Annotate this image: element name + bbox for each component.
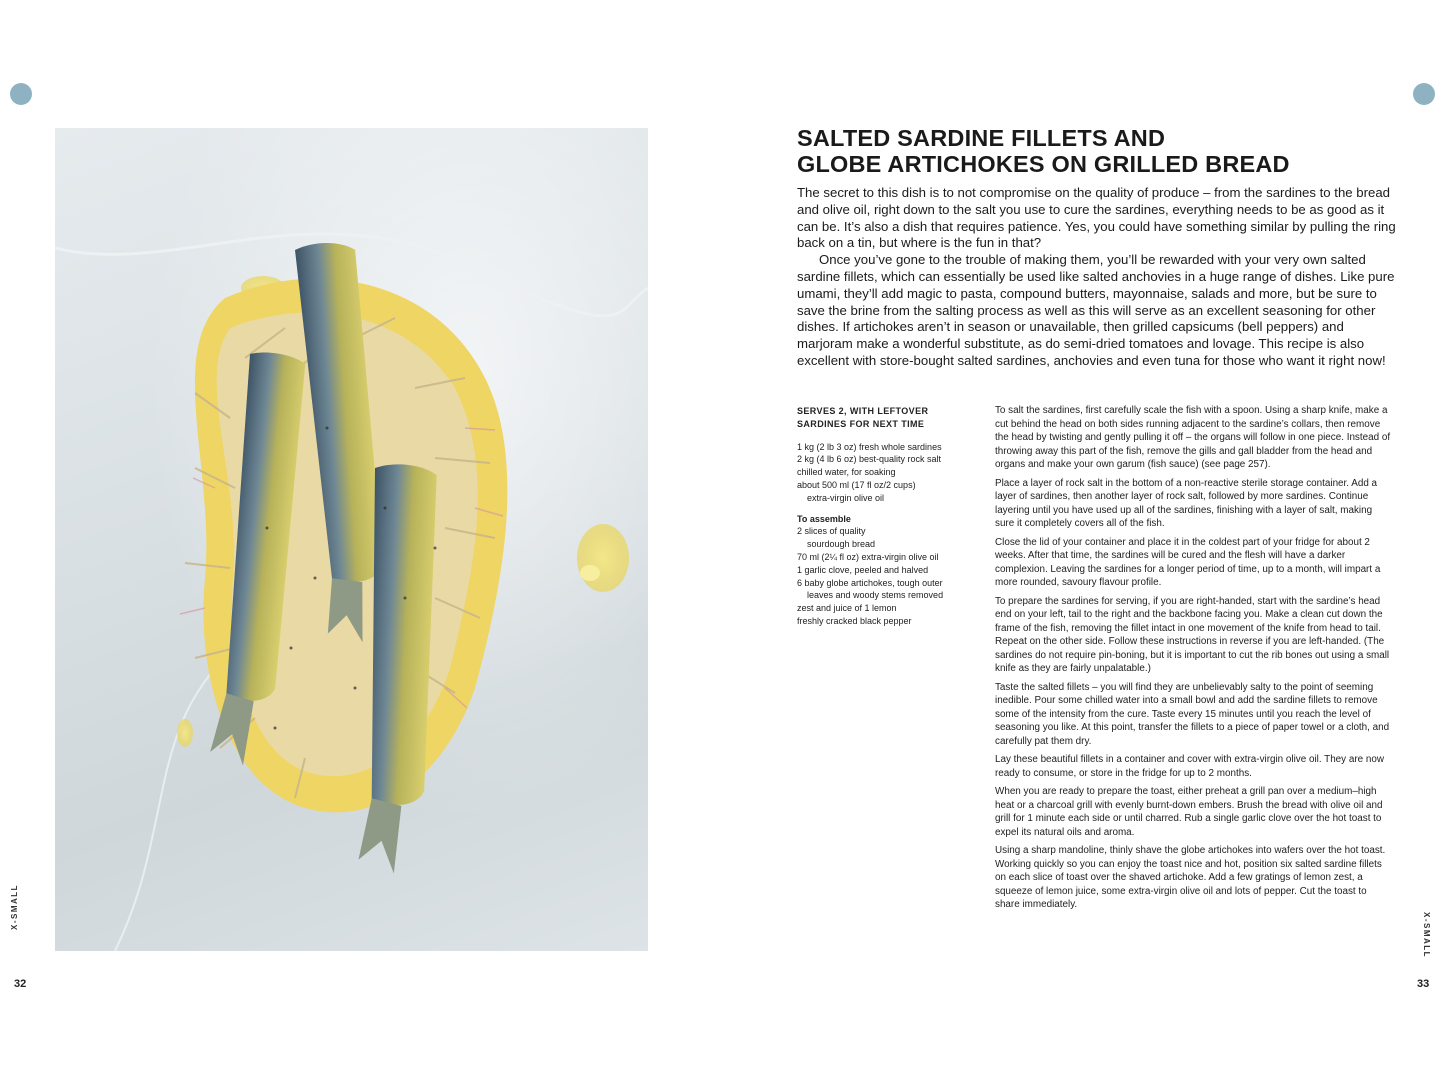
recipe-intro [797, 185, 1397, 370]
sardine-artichoke-toast-illustration [55, 128, 648, 951]
ingredient-item: 70 ml (2¼ fl oz) extra-virgin olive oil [797, 551, 939, 562]
ingredient-item: about 500 ml (17 fl oz/2 cups) [797, 479, 916, 490]
recipe-title-line-1: SALTED SARDINE FILLETS AND [797, 125, 1166, 151]
page-marker-dot-right [1413, 83, 1435, 105]
section-tag-left: X-SMALL [10, 883, 19, 930]
serves-heading: SERVES 2, WITH LEFTOVER SARDINES FOR NEXT TIME [797, 406, 929, 429]
method-step: Close the lid of your container and place it in the coldest part of your fridge for about 2 weeks. After that time, the sardines will be cured and the flesh will have a darker complexion. Leaving the sardines for a longer period of time, up to a month, will impart a more rounded, savoury flavour profile. [995, 536, 1381, 588]
method-column [995, 404, 1393, 917]
intro-paragraph-1: The secret to this dish is to not compromise on the quality of produce – from the sardines to the bread and olive oil, right down to the salt you use to cure the sardines, everything needs to be as good as it can be. It’s also a dish that requires patience. Yes, you could have something similar by pulling the ring back on a tin, but where is the fun in that? [797, 185, 1396, 251]
method-step: Taste the salted fillets – you will find they are unbelievably salty to the point of seeming inedible. Pour some chilled water into a small bowl and add the sardine fillets to remove some of the intensity from the cure. Taste every 15 minutes until you reach the level of seasoning you like. At this point, transfer the fillets to a piece of paper towel or a cloth, and carefully pat them dry. [995, 681, 1390, 747]
ingredient-item: extra-virgin olive oil [807, 492, 885, 503]
section-tag-right: X-SMALL [1422, 912, 1431, 959]
intro-paragraph-2: Once you’ve gone to the trouble of making them, you’ll be rewarded with your very own salted sardine fillets, which can essentially be used like salted anchovies in a huge range of dishes. Like pure umami, they’ll add magic to pasta, compound butters, mayonnaise, salads and more, but be sure to save the brine from the salting process as well as this will serve as an excellent seasoning for other dishes. If artichokes aren’t in season or unavailable, then grilled capsicums (bell peppers) and marjoram make a wonderful substitute, as do semi-dried tomatoes and lovage. This recipe is also excellent with store-bought salted sardines, anchovies and even tuna for those who want it right now! [797, 252, 1395, 368]
ingredient-item: freshly cracked black pepper [797, 615, 912, 626]
method-step: To prepare the sardines for serving, if you are right-handed, start with the sardine’s head end on your left, tail to the right and the backbone facing you. Make a clean cut down the frame of the fish, removing the fillet intact in one movement of the knife from head to tail. Repeat on the other side. Follow these instructions in reverse if you are left-handed. (The sardines do not require pin-boning, but it is important to cut the rib bones out using a small knife as they are fairly unpalatable.) [995, 595, 1390, 674]
ingredient-item: 6 baby globe artichokes, tough outer [797, 577, 943, 588]
method-step: Lay these beautiful fillets in a container and cover with extra-virgin olive oil. They are now ready to consume, or store in the fridge for up to 2 months. [995, 754, 1384, 779]
method-step: Using a sharp mandoline, thinly shave the globe artichokes into wafers over the hot toast. Working quickly so you can enjoy the toast nice and hot, position six salted sardine fillets on each slice of toast over the shaved artichoke. Add a few gratings of lemon zest, a squeeze of lemon juice, some extra-virgin olive oil and lots of pepper. Cut the toast to share immediately. [995, 845, 1386, 910]
method-step: To salt the sardines, first carefully scale the fish with a spoon. Using a sharp knife, make a cut behind the head on both sides running adjacent to the sardine’s collars, then remove the head by twisting and gently pulling it off – the organs will follow in one piece. Instead of throwing away this part of the fish, remove the gills and gall bladder from the head and organs and make your own garum (fish sauce) (see page 257). [995, 405, 1391, 470]
ingredient-item: 2 kg (4 lb 6 oz) best-quality rock salt [797, 454, 942, 465]
ingredients-column [797, 405, 969, 628]
dish-photo [55, 128, 648, 951]
ingredient-item: leaves and woody stems removed [807, 590, 944, 601]
method-step: When you are ready to prepare the toast, either preheat a grill pan over a medium–high heat or a charcoal grill with evenly burnt-down embers. Brush the bread with olive oil and grill for 1 minute each side or until charred. Rub a single garlic clove over the hot toast to expel its natural oils and aroma. [995, 786, 1383, 838]
ingredient-item: 1 garlic clove, peeled and halved [797, 564, 929, 575]
ingredient-item: zest and juice of 1 lemon [797, 603, 897, 614]
assemble-list [797, 525, 969, 627]
assemble-heading: To assemble [797, 513, 851, 524]
ingredients-list [797, 441, 969, 505]
recipe-title [797, 125, 1357, 177]
page-number-right: 33 [1417, 978, 1430, 990]
ingredient-item: 2 slices of quality [797, 526, 866, 537]
method-step: Place a layer of rock salt in the bottom of a non-reactive sterile storage container. Add a layer of sardines, then another layer of rock salt, followed by more sardines. Continue layering until you have used up all of the sardines, finishing with a layer of salt, making sure it completely covers all of the fish. [995, 477, 1378, 529]
page-number-left: 32 [14, 978, 27, 990]
ingredient-item: chilled water, for soaking [797, 467, 896, 478]
ingredient-item: 1 kg (2 lb 3 oz) fresh whole sardines [797, 441, 942, 452]
recipe-title-line-2: GLOBE ARTICHOKES ON GRILLED BREAD [797, 151, 1290, 177]
ingredient-item: sourdough bread [807, 539, 876, 550]
page-marker-dot-left [10, 83, 32, 105]
